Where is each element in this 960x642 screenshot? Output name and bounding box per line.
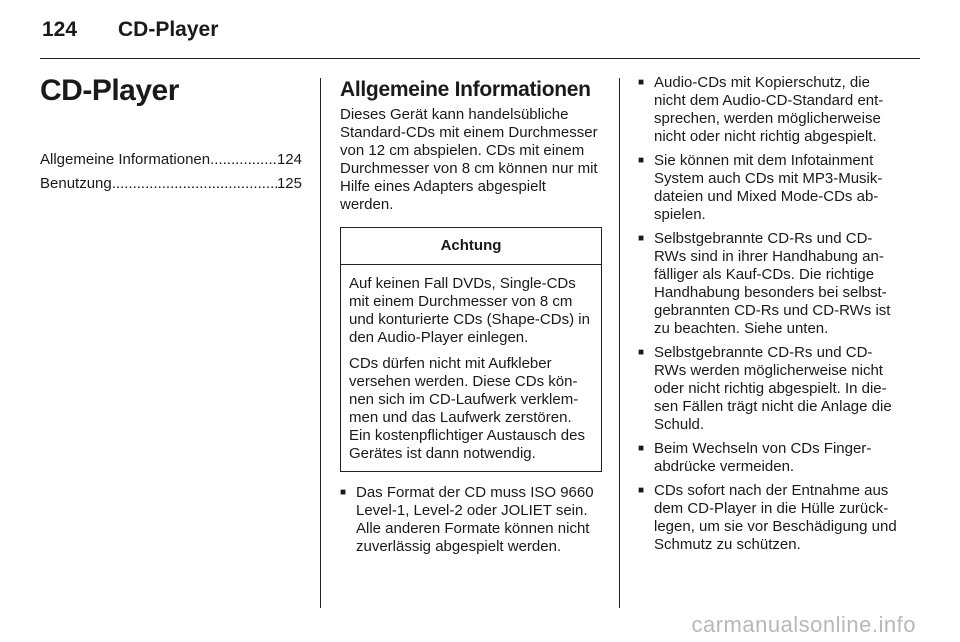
warning-paragraph: CDs dürfen nicht mit Aufkleber versehen werden. Diese CDs können sich im CD-Laufwerk verklemmen und das Laufwerk zerstören. Ein kostenpflichtiger Austausch des Gerätes ist dann notwendig. <box>349 355 585 462</box>
bullet-item: ■ Selbstgebrannte CD-Rs und CD-RWs werden möglicherweise nicht oder nicht richtig abgespielt. In diesen Fällen trägt nicht die Anlage die Schuld. <box>638 344 902 434</box>
watermark-text: carmanualsonline.info <box>691 612 916 637</box>
page-number: 124 <box>42 18 78 41</box>
column-divider-1 <box>320 78 321 608</box>
toc-entry-page: 125 <box>276 175 302 192</box>
bullet-item: ■ CDs sofort nach der Entnahme aus dem CD-Player in die Hülle zurücklegen, um sie vor Beschädigung und Schmutz zu schützen. <box>638 482 902 554</box>
running-title: CD-Player <box>118 18 219 41</box>
bullet-list <box>638 74 902 554</box>
column-toc <box>40 74 302 196</box>
warning-heading: Achtung <box>341 228 601 265</box>
header-divider <box>40 58 920 59</box>
bullet-item: ■ Sie können mit dem Infotainment System auch CDs mit MP3-Musikdateien und Mixed Mode-CDs abspielen. <box>638 152 902 224</box>
warning-box <box>340 227 602 472</box>
toc-entry-allgemeine-informationen[interactable] <box>40 148 302 172</box>
column-right <box>638 74 902 560</box>
toc-entry-page: 124 <box>276 151 302 168</box>
bullet-item: ■ Selbstgebrannte CD-Rs und CD-RWs sind in ihrer Handhabung anfälliger als Kauf-CDs. Die richtige Handhabung besonders bei selbstgebrannten CD-Rs und CD-RWs ist zu beachten. Siehe unten. <box>638 230 902 338</box>
column-divider-2 <box>619 78 620 608</box>
bullet-item: ■ Beim Wechseln von CDs Fingerabdrücke vermeiden. <box>638 440 902 476</box>
section-title: Allgemeine Informationen <box>340 78 591 101</box>
bullet-list <box>340 484 602 556</box>
chapter-title: CD-Player <box>40 74 179 107</box>
toc-entry-label: Benutzung <box>40 175 112 192</box>
toc-entry-benutzung[interactable] <box>40 172 302 196</box>
warning-paragraph: Auf keinen Fall DVDs, Single-CDs mit einem Durchmesser von 8 cm und konturierte CDs (Shape-CDs) in den Audio-Player einlegen. <box>349 275 590 346</box>
toc-leader-dots <box>112 172 277 196</box>
bullet-item: ■ Audio-CDs mit Kopierschutz, die nicht dem Audio-CD-Standard entsprechen, werden möglicherweise nicht oder nicht richtig abgespielt. <box>638 74 902 146</box>
warning-body <box>341 265 601 471</box>
column-main <box>340 74 602 562</box>
toc-entry-label: Allgemeine Informationen <box>40 151 211 168</box>
toc-leader-dots <box>210 148 277 172</box>
intro-paragraph: Dieses Gerät kann handelsübliche Standard-CDs mit einem Durchmesser von 12 cm abspielen. CDs mit einem Durchmesser von 8 cm können nur mit Hilfe eines Adapters abgespielt werden. <box>340 106 598 213</box>
bullet-item: ■ Das Format der CD muss ISO 9660 Level-1, Level-2 oder JOLIET sein. Alle anderen Formate können nicht zuverlässig abgespielt werden. <box>340 484 602 556</box>
